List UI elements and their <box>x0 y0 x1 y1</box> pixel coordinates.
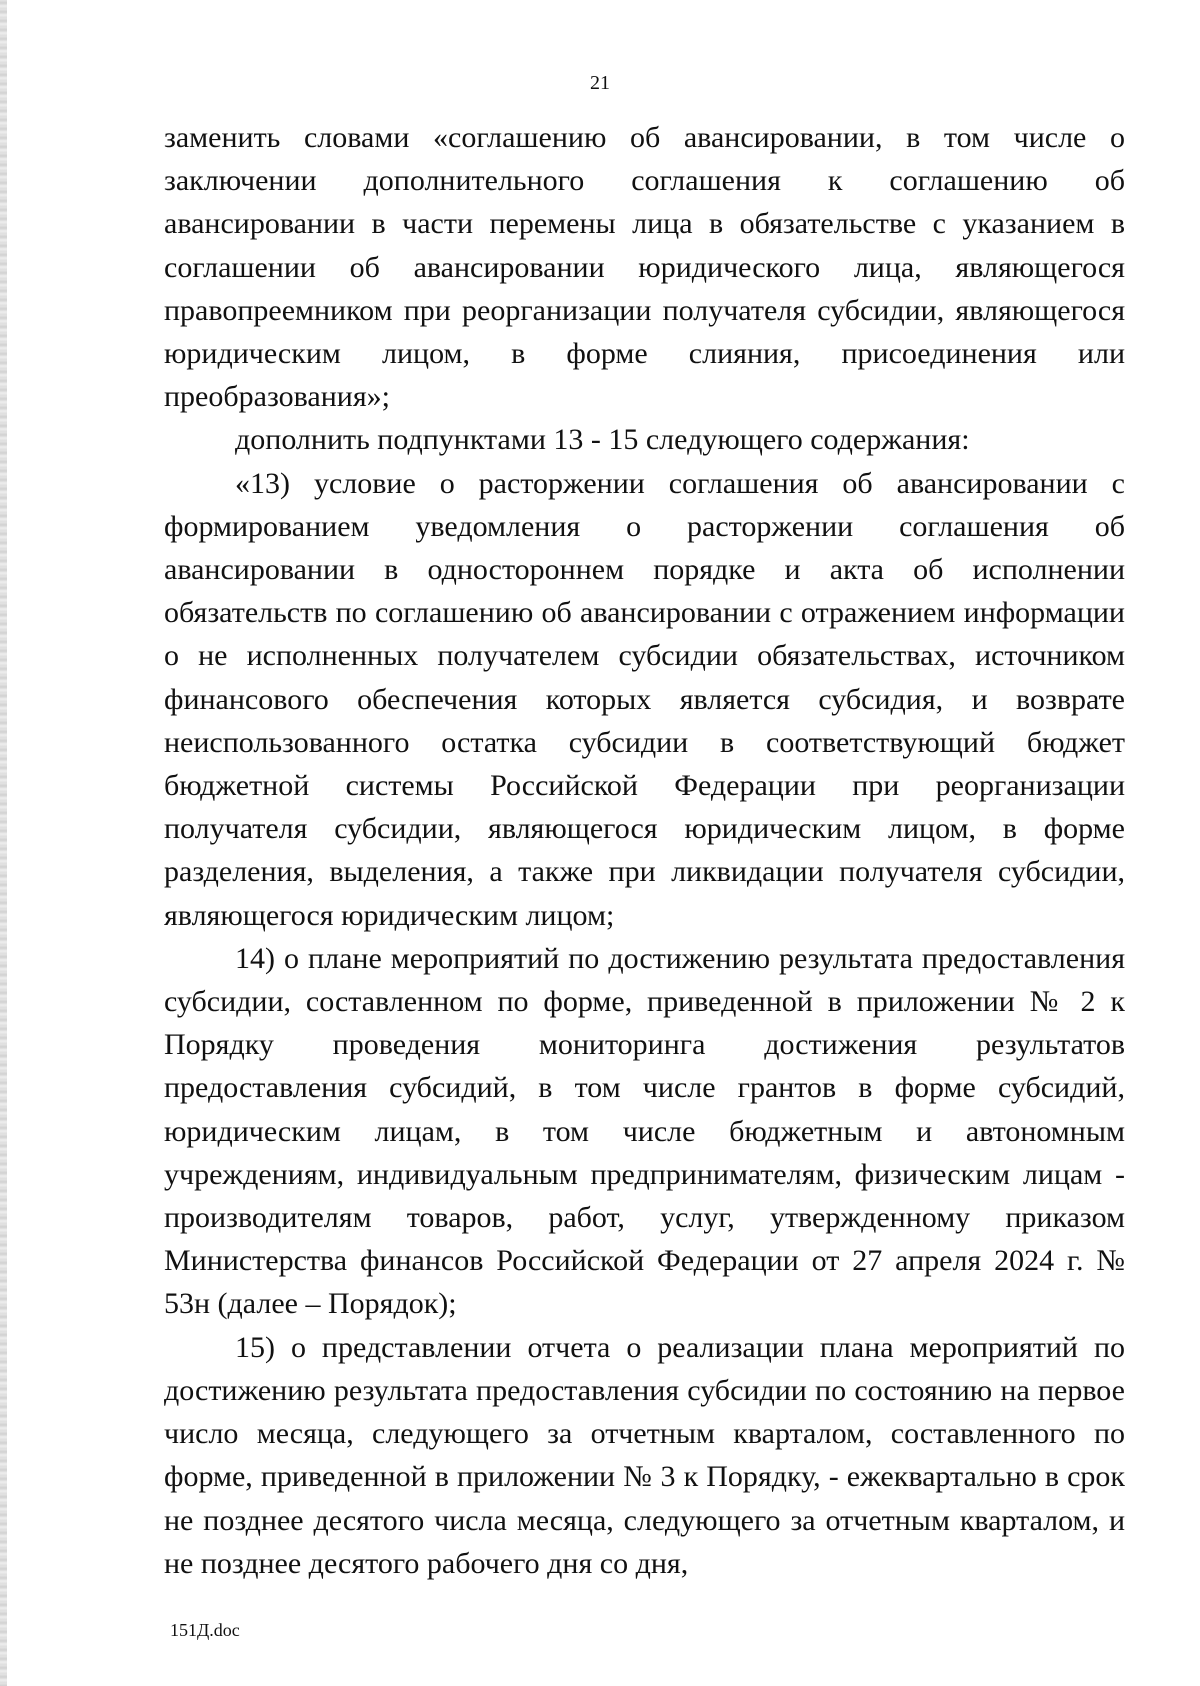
paragraph-add-subitems: дополнить подпунктами 13 - 15 следующего содержания: <box>235 423 970 457</box>
paragraph-subitem-14: 14) о плане мероприятий по достижению результата предоставления субсидии, составленном по форме, приведенной в приложении № 2 к Порядку проведения мониторинга достижения результатов предоставления субсидий, в том числе грантов в форме субсидий, юридическим лицам, в том числе бюджетным и автономным учреждениям, индивидуальным предпринимателям, физическим лицам - производителям товаров, работ, услуг, утвержденному приказом Министерства финансов Российской Федерации от 27 апреля 2024 г. № 53н (далее – Порядок); <box>164 941 1125 1321</box>
paragraph-replacement-text: заменить словами «соглашению об авансировании, в том числе о заключении дополнительного соглашения к соглашению об авансировании в части перемены лица в обязательстве с указанием в соглашении об авансировании юридического лица, являющегося правопреемником при реорганизации получателя субсидии, являющегося юридическим лицом, в форме слияния, присоединения или преобразования»; <box>164 121 1125 414</box>
paragraph-subitem-13: «13) условие о расторжении соглашения об авансировании с формированием уведомления о расторжении соглашения об авансировании в одностороннем порядке и акта об исполнении обязательств по соглашению об авансировании с отражением информации о не исполненных получателем субсидии обязательствах, источником финансового обеспечения которых является субсидия, и возврате неиспользованного остатка субсидии в соответствующий бюджет бюджетной системы Российской Федерации при реорганизации получателя субсидии, являющегося юридическим лицом, в форме разделения, выделения, а также при ликвидации получателя субсидии, являющегося юридическим лицом; <box>164 466 1125 932</box>
footer-filename: 151Д.doc <box>170 1620 240 1640</box>
document-body <box>164 116 1125 1585</box>
scan-edge <box>0 0 7 1686</box>
page-number: 21 <box>590 72 610 94</box>
paragraph-subitem-15: 15) о представлении отчета о реализации плана мероприятий по достижению результата предоставления субсидии по состоянию на первое число месяца, следующего за отчетным кварталом, составленного по форме, приведенной в приложении № 3 к Порядку, - ежеквартально в срок не позднее десятого числа месяца, следующего за отчетным кварталом, и не позднее десятого рабочего дня со дня, <box>164 1330 1125 1580</box>
